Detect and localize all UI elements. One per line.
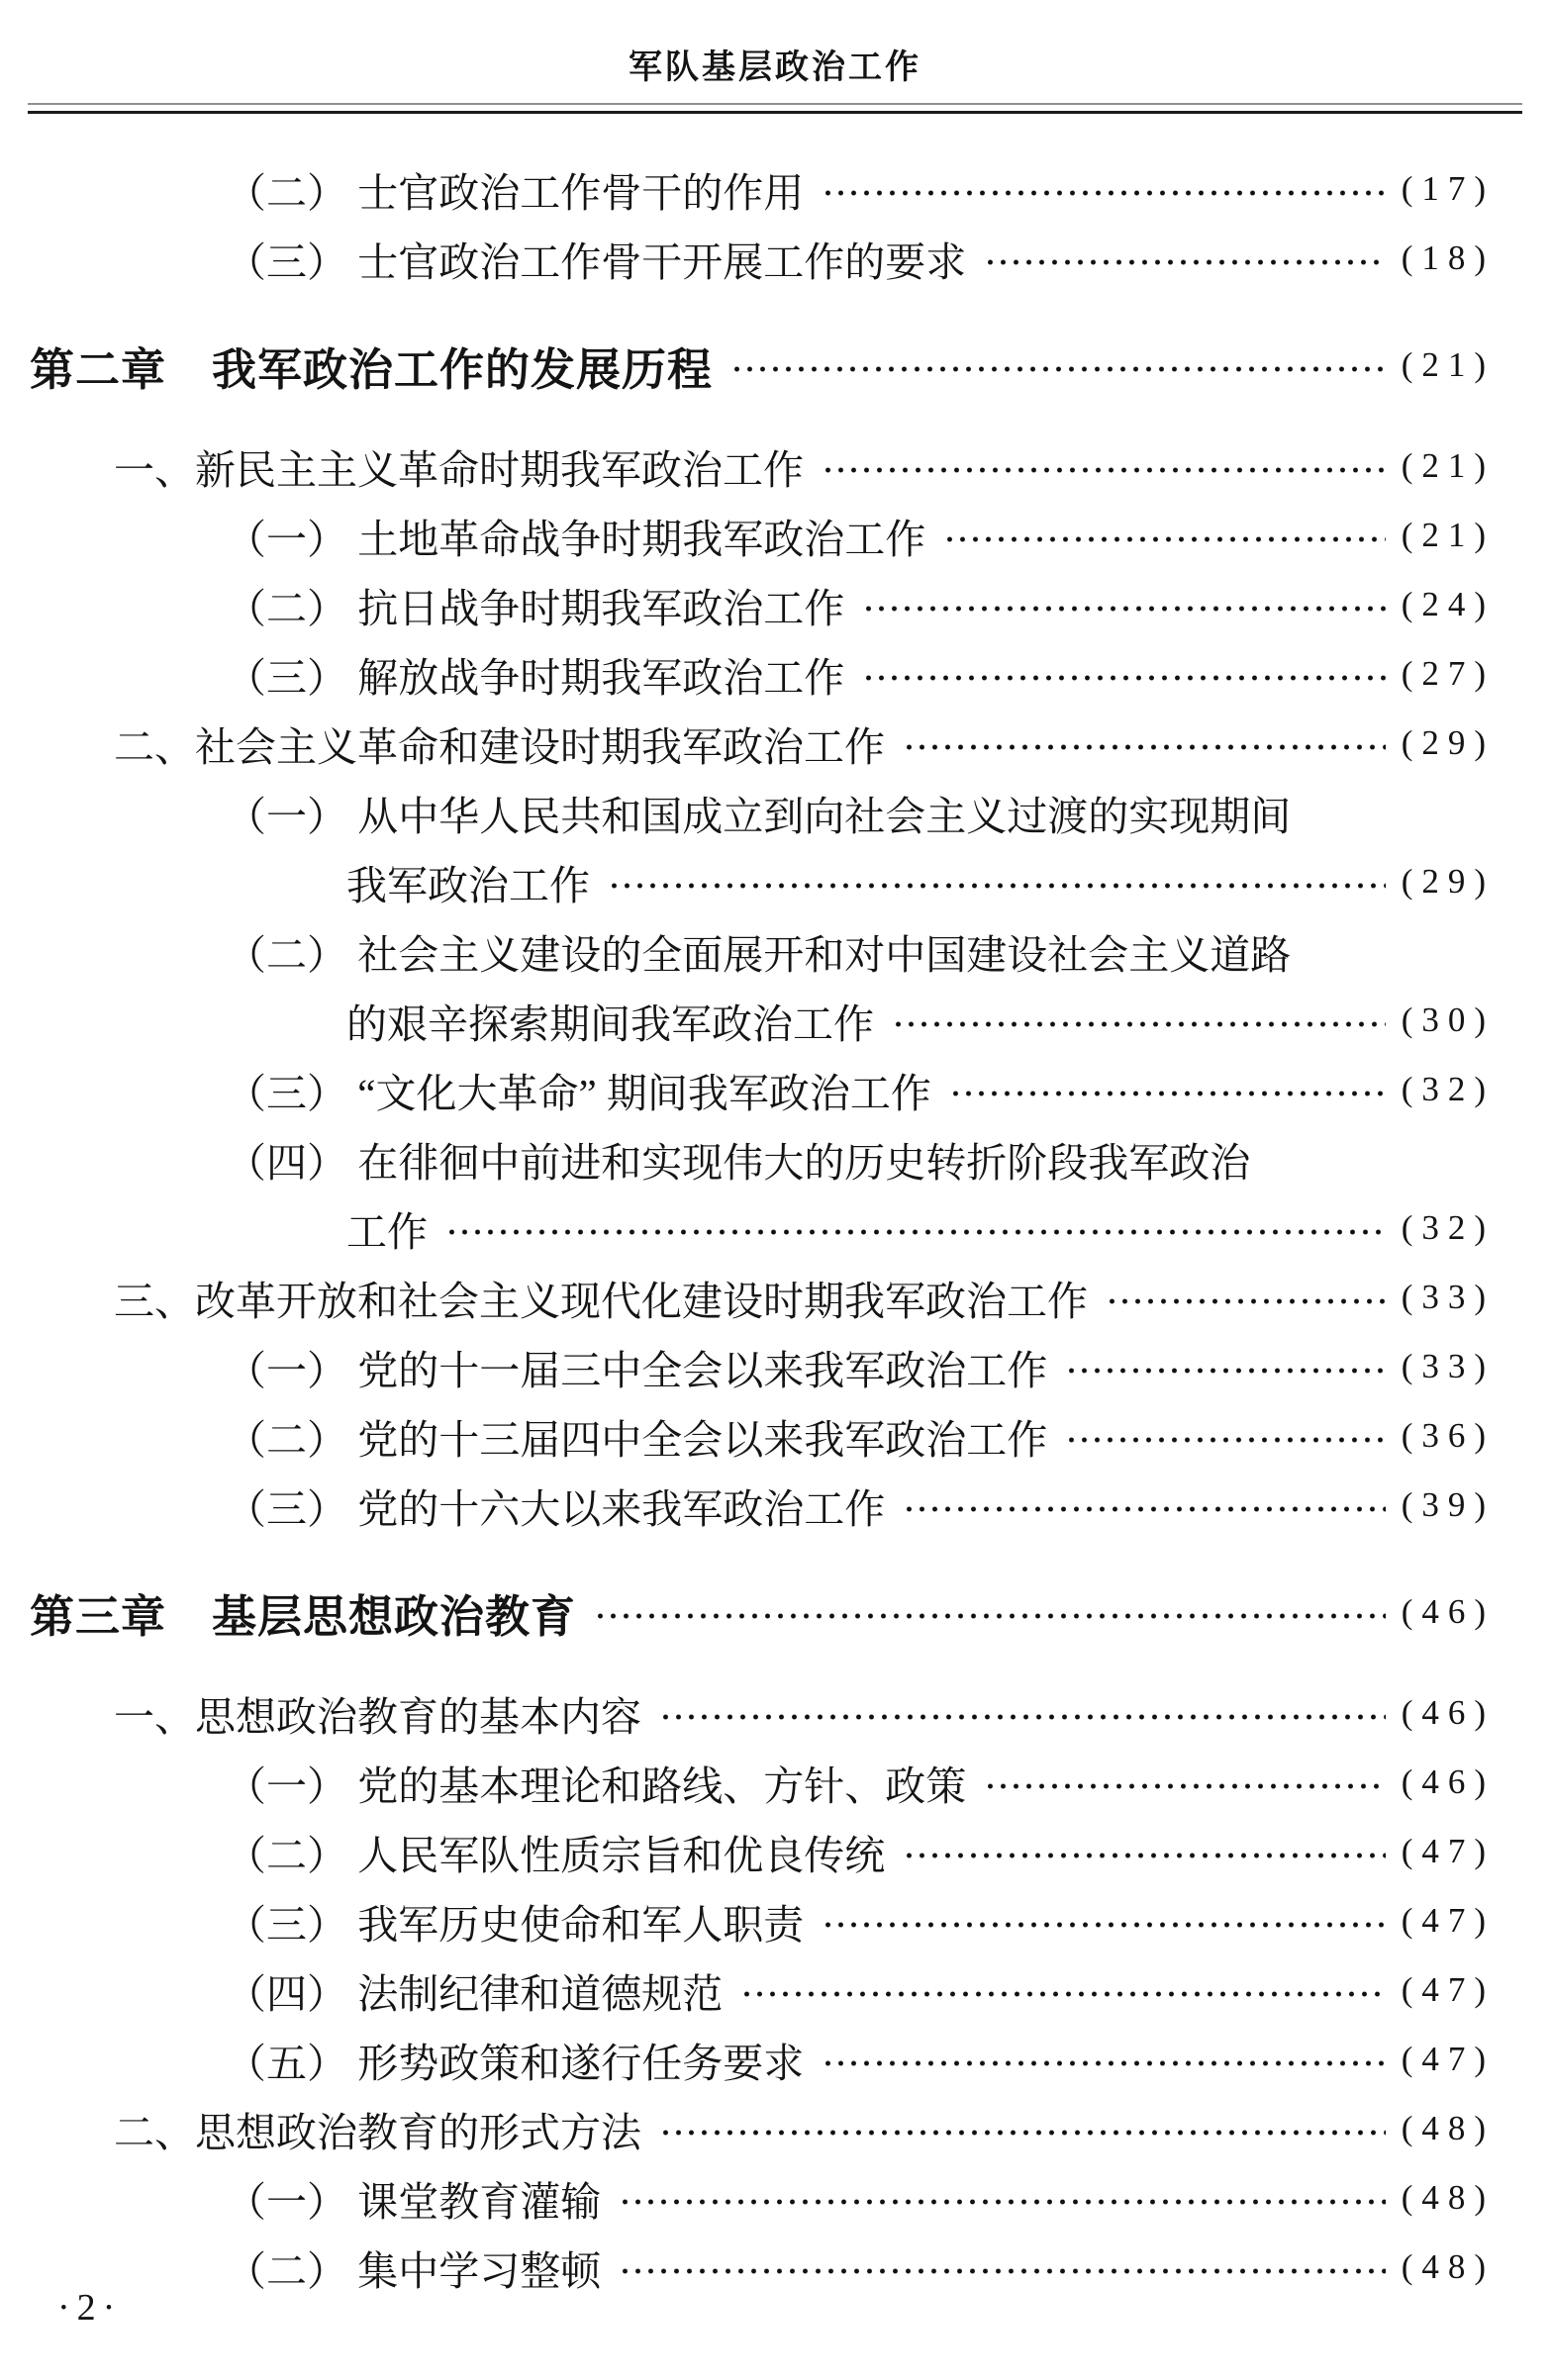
toc-chapter-row — [30, 1575, 1495, 1649]
dot-leader — [822, 467, 1386, 473]
toc-entry-text: （五） 形势政策和遂行任务要求 — [226, 2040, 805, 2086]
toc-entry-text: 二、社会主义革命和建设时期我军政治工作 — [114, 723, 885, 770]
dot-leader — [822, 1922, 1385, 1928]
toc-entry-text: （一） 党的十一届三中全会以来我军政治工作 — [226, 1347, 1048, 1393]
toc-row — [226, 154, 1495, 224]
dot-leader — [619, 2268, 1385, 2274]
page-number: (48) — [1401, 2109, 1495, 2147]
toc-row — [226, 639, 1495, 709]
toc-row — [114, 1678, 1495, 1748]
toc-row-continuation — [346, 1193, 1495, 1263]
dot-leader — [1065, 1368, 1385, 1374]
dot-leader — [1106, 1298, 1386, 1304]
toc-entry-text: （三） 我军历史使命和军人职责 — [226, 1901, 805, 1948]
dot-leader — [619, 2199, 1385, 2205]
dot-leader — [903, 1506, 1385, 1512]
toc-row — [226, 1124, 1495, 1193]
toc-row — [226, 1817, 1495, 1886]
toc-row — [226, 570, 1495, 639]
toc-entry-text: （二） 士官政治工作骨干的作用 — [226, 169, 805, 216]
toc-row — [226, 1401, 1495, 1471]
page-number: (47) — [1401, 1832, 1495, 1870]
page-number: (46) — [1401, 1693, 1495, 1732]
toc-entry-text: 二、思想政治教育的形式方法 — [114, 2109, 641, 2155]
dot-leader — [903, 744, 1386, 750]
dot-leader — [984, 1783, 1385, 1789]
toc-row-continuation — [346, 986, 1495, 1055]
toc-row — [226, 224, 1495, 293]
page-number: (30) — [1401, 1000, 1495, 1039]
page-number: (27) — [1401, 654, 1495, 693]
page-number: (33) — [1401, 1347, 1495, 1385]
page-number: (39) — [1401, 1485, 1495, 1524]
page-number: (17) — [1401, 169, 1495, 208]
page-number: (48) — [1401, 2247, 1495, 2286]
toc-row — [114, 1263, 1495, 1332]
toc-row — [114, 431, 1495, 501]
folio-page-number: ·2· — [57, 2287, 123, 2329]
book-title: 军队基层政治工作 — [629, 48, 921, 86]
toc-entry-text: （三） 解放战争时期我军政治工作 — [226, 654, 845, 701]
dot-leader — [659, 2130, 1386, 2136]
page-number: (24) — [1401, 585, 1495, 623]
toc-row — [226, 916, 1495, 986]
toc-row — [114, 2094, 1495, 2163]
toc-row — [226, 1955, 1495, 2025]
toc-entry-text: （一） 课堂教育灌输 — [226, 2178, 602, 2225]
toc-row — [226, 1332, 1495, 1401]
toc-entry-text: （一） 党的基本理论和路线、方针、政策 — [226, 1762, 967, 1809]
toc-row-continuation — [346, 847, 1495, 916]
toc-entry-text: （四） 在徘徊中前进和实现伟大的历史转折阶段我军政治 — [226, 1139, 1251, 1186]
toc-entry-text: 工作 — [346, 1208, 428, 1255]
dot-leader — [608, 883, 1386, 889]
toc-row — [114, 709, 1495, 778]
toc-chapter-row — [30, 329, 1495, 402]
toc-entry-text: 一、思想政治教育的基本内容 — [114, 1693, 641, 1740]
page-number: (46) — [1401, 1762, 1495, 1801]
page-number: (48) — [1401, 2178, 1495, 2217]
page-number: (36) — [1401, 1416, 1495, 1455]
table-of-contents — [0, 114, 1550, 2302]
toc-entry-text: 的艰辛探索期间我军政治工作 — [346, 1000, 874, 1047]
header-rule — [28, 103, 1522, 114]
toc-row — [226, 778, 1495, 847]
toc-entry-text: （二） 人民军队性质宗旨和优良传统 — [226, 1832, 886, 1878]
running-head — [0, 0, 1550, 88]
page-number: (32) — [1401, 1070, 1495, 1108]
toc-entry-text: （二） 抗日战争时期我军政治工作 — [226, 585, 845, 631]
dot-leader — [445, 1229, 1386, 1235]
toc-row — [226, 2025, 1495, 2094]
toc-entry-text: 三、改革开放和社会主义现代化建设时期我军政治工作 — [114, 1278, 1088, 1324]
dot-leader — [943, 536, 1385, 542]
dot-leader — [659, 1714, 1386, 1720]
toc-row — [226, 2233, 1495, 2302]
page-number: (32) — [1401, 1208, 1495, 1247]
dot-leader — [862, 606, 1385, 612]
toc-entry-text: （三） 党的十六大以来我军政治工作 — [226, 1485, 886, 1532]
toc-row — [226, 1886, 1495, 1955]
page-number: (21) — [1401, 516, 1495, 554]
toc-entry-text: 一、新民主主义革命时期我军政治工作 — [114, 446, 804, 493]
toc-row — [226, 1748, 1495, 1817]
dot-leader — [730, 366, 1386, 372]
dot-leader — [949, 1091, 1386, 1096]
toc-entry-text: （二） 集中学习整顿 — [226, 2247, 602, 2294]
dot-leader — [594, 1613, 1386, 1619]
page-number: (46) — [1401, 1592, 1495, 1631]
toc-chapter-title: 第三章 基层思想政治教育 — [30, 1590, 577, 1642]
dot-leader — [892, 1021, 1386, 1027]
toc-row — [226, 1055, 1495, 1124]
page-number: (21) — [1401, 446, 1495, 485]
toc-entry-text: （一） 土地革命战争时期我军政治工作 — [226, 516, 926, 562]
page-number: (29) — [1401, 723, 1495, 762]
toc-entry-text: （二） 社会主义建设的全面展开和对中国建设社会主义道路 — [226, 931, 1292, 978]
dot-leader — [984, 259, 1385, 265]
page-number: (47) — [1401, 2040, 1495, 2078]
page-number: (47) — [1401, 1970, 1495, 2009]
toc-row — [226, 501, 1495, 570]
dot-leader — [822, 190, 1385, 196]
toc-row — [226, 1471, 1495, 1540]
dot-leader — [862, 675, 1385, 681]
page-number: (29) — [1401, 862, 1495, 901]
toc-entry-text: （一） 从中华人民共和国成立到向社会主义过渡的实现期间 — [226, 793, 1292, 839]
dot-leader — [903, 1853, 1385, 1858]
toc-entry-text: （二） 党的十三届四中全会以来我军政治工作 — [226, 1416, 1048, 1463]
toc-entry-text: （三） “文化大革命” 期间我军政治工作 — [226, 1070, 931, 1116]
page-number: (18) — [1401, 238, 1495, 277]
dot-leader — [822, 2060, 1385, 2066]
toc-chapter-title: 第二章 我军政治工作的发展历程 — [30, 343, 714, 395]
toc-entry-text: 我军政治工作 — [346, 862, 590, 908]
dot-leader — [1065, 1437, 1385, 1443]
dot-leader — [740, 1991, 1385, 1997]
page-number: (33) — [1401, 1278, 1495, 1316]
toc-row — [226, 2163, 1495, 2233]
toc-entry-text: （三） 士官政治工作骨干开展工作的要求 — [226, 238, 967, 285]
toc-entry-text: （四） 法制纪律和道德规范 — [226, 1970, 724, 2017]
page-number: (21) — [1401, 345, 1495, 384]
page-number: (47) — [1401, 1901, 1495, 1940]
